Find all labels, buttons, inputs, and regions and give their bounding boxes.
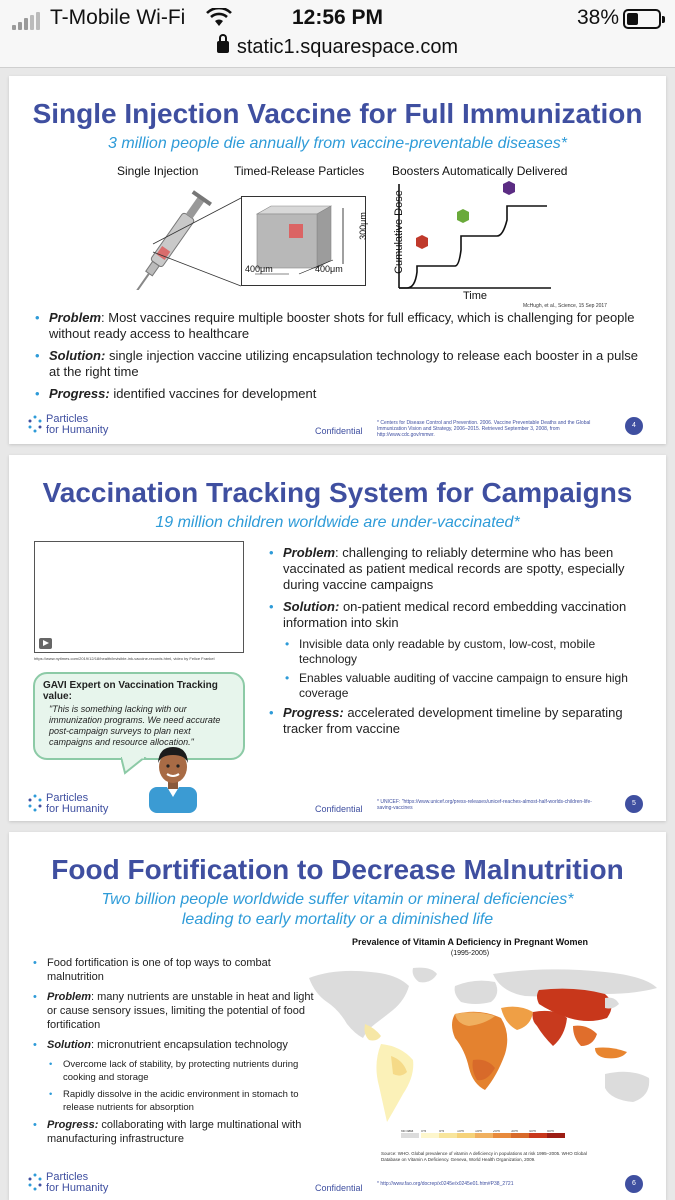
clock: 12:56 PM — [291, 6, 384, 29]
slide-food-fortification: Food Fortification to Decrease Malnutrition Two billion people worldwide suffer vitamin or mineral deficiencies* leading to early mortality or a diminished life • Food fortification is one of top ways to combat malnutrition • Problem: many nutrients are unstable in heat and light or cause sensory issues, limiting the potential of food fortification • Solution: micronutrient encapsulation technology • Overcome lack of stability, by protecting nutrients during cooking and storage • Rapidly dissolve in the acidic environment in stomach to release nutrients for absorption • Progress: collaborating with large multinational with manufacturing infrastructure Prevalence of Vitamin A Deficiency in Pregnant Women (1995-2005) No data 0% 5% 10% 15% 20% 30% 40% 50% Source: WHO. Global prevalence of vitamin A deficiency in populations at risk 1995–2005. WHO Global Database on Vitamin A Deficiency. Geneva, World Health Organization, 2009. Particles for Humanity Confidential * http://www.fao.org/docrep/x0245e/x0245e01.htm#P38_2721 6 — [9, 832, 666, 1200]
y-axis-label: Cumulative Dose — [393, 190, 405, 274]
svg-text:0%: 0% — [421, 1130, 427, 1133]
slide-title: Vaccination Tracking System for Campaigns — [42, 477, 633, 508]
slide-title: Food Fortification to Decrease Malnutrition — [51, 854, 624, 885]
svg-text:40%: 40% — [529, 1130, 537, 1133]
bullet-solution: • Solution: micronutrient encapsulation technology — [31, 1038, 321, 1052]
dimension-width-2: 400μm — [315, 264, 343, 274]
bullet-solution: • Solution: single injection vaccine utilizing encapsulation technology to release each booster in a pulse at the right time — [33, 348, 643, 380]
sub-bullet: • Enables valuable auditing of vaccine campaign to ensure high coverage — [267, 671, 652, 701]
map-legend — [401, 1130, 571, 1144]
svg-text:No data: No data — [401, 1130, 414, 1133]
booster-particle-red — [416, 235, 428, 249]
confidential-label: Confidential — [315, 1183, 363, 1193]
confidential-label: Confidential — [315, 804, 363, 814]
expert-quote-bubble — [33, 672, 245, 760]
x-axis-label: Time — [463, 290, 488, 302]
dimension-height: 300μm — [357, 212, 368, 240]
slide-single-injection: Single Injection Vaccine for Full Immunization 3 million people die annually from vaccine-preventable diseases* Single Injection Timed-Release Particles Boosters Automatically Delivered 300μm 400μm 400μm Cumulative Dose Time McHugh, et al., Science, 15 Sep 2017 • Problem: Most vaccines require multiple booster shots for full efficacy, which is challenging for people without ready access to healthcare • Solution: single injection vaccine utilizing encapsulation technology to release each booster in a pulse at the right time • Progress: identified vaccines for development Particles for Humanity Confidential * Centers for Disease Control and Prevention. 2006. Vaccine Preventable Deaths and the Global Immunization Vision and Strategy, 2006–2015. Retrieved September 3, 2008, from http://www.cdc.gov/mmwr. 4 — [9, 76, 666, 444]
url-text: static1.squarespace.com — [236, 36, 459, 58]
logo-dots-icon — [27, 793, 43, 815]
lock-icon — [217, 41, 229, 53]
quote-title: GAVI Expert on Vaccination Tracking value: — [43, 680, 218, 702]
svg-text:15%: 15% — [475, 1130, 483, 1133]
label-single-injection: Single Injection — [117, 164, 199, 178]
booster-particle-green — [457, 209, 469, 223]
bullet-progress: • Progress: accelerated development timeline by separating tracker from vaccine — [267, 705, 652, 737]
slide-subtitle-2: leading to early mortality or a diminished life — [181, 911, 494, 928]
video-player[interactable] — [34, 541, 244, 653]
world-map — [305, 964, 665, 1130]
bullet-problem: • Problem: challenging to reliably determine who has been vaccinated as patient medical records are spotty, especially during vaccine campaigns — [267, 545, 652, 593]
footnote-reference: * http://www.fao.org/docrep/x0245e/x0245e01.htm#P38_2721 — [377, 1181, 514, 1187]
address-bar[interactable] — [0, 36, 675, 59]
map-title: Prevalence of Vitamin A Deficiency in Pregnant Women — [351, 937, 589, 947]
bullet-progress: • Progress: identified vaccines for development — [33, 386, 643, 402]
svg-text:5%: 5% — [439, 1130, 445, 1133]
svg-text:30%: 30% — [511, 1130, 519, 1133]
bullet-problem: • Problem: Most vaccines require multiple booster shots for full efficacy, which is challenging for people without ready access to healthcare — [33, 310, 643, 342]
play-icon[interactable] — [39, 638, 52, 649]
label-boosters: Boosters Automatically Delivered — [392, 164, 568, 178]
bullet-problem: • Problem: many nutrients are unstable in heat and light or cause sensory issues, limiting the potential of food fortification — [31, 990, 321, 1032]
footnote-reference: * UNICEF: "https://www.unicef.org/press-releases/unicef-reaches-almost-half-worlds-children-life-saving-vaccines — [377, 799, 592, 811]
slide-subtitle-1: Two billion people worldwide suffer vitamin or mineral deficiencies* — [101, 891, 574, 908]
label-timed-release: Timed-Release Particles — [234, 164, 365, 178]
bullet-fortification: • Food fortification is one of top ways to combat malnutrition — [31, 956, 321, 984]
slide-subtitle: 19 million children worldwide are under-vaccinated* — [155, 514, 520, 531]
slide-title: Single Injection Vaccine for Full Immunization — [32, 98, 643, 129]
footnote-reference: * Centers for Disease Control and Prevention. 2006. Vaccine Preventable Deaths and the Global Immunization Vision and Strategy, 2006–2015. Retrieved September 3, 2008, from http://www.cdc.gov/mmwr. — [377, 420, 591, 438]
slide-vaccination-tracking: Vaccination Tracking System for Campaigns 19 million children worldwide are under-vaccinated* https://www.nytimes.com/2019/12/18/health/invisible-ink-vaccine-records.html, video by Felice Frankel GAVI Expert on Vaccination Tracking value: "This is something lacking with our immunization programs. We need accurate post-campaign surveys to plan next campaigns and resource allocation." • Problem: challenging to reliably determine who has been vaccinated as patient medical records are spotty, especially during vaccine campaigns • Solution: on-patient medical record embedding vaccination information into skin • Invisible data only readable by custom, low-cost, mobile technology • Enables valuable auditing of vaccine campaign to ensure high coverage • Progress: accelerated development timeline by separating tracker from vaccine Particles for Humanity Confidential * UNICEF: "https://www.unicef.org/press-releases/unicef-reaches-almost-half-worlds-children-life-saving-vaccines 5 — [9, 455, 666, 821]
svg-text:50%: 50% — [547, 1130, 555, 1133]
page-number: 5 — [625, 795, 643, 813]
video-source-link[interactable]: https://www.nytimes.com/2019/12/18/health/invisible-ink-vaccine-records.html, video by Felice Frankel — [34, 656, 215, 661]
dose-chart — [385, 180, 560, 292]
dimension-width-1: 400μm — [245, 264, 273, 274]
logo-dots-icon — [27, 1172, 43, 1194]
logo-dots-icon — [27, 414, 43, 436]
figure-credit: McHugh, et al., Science, 15 Sep 2017 — [523, 303, 607, 309]
svg-text:10%: 10% — [457, 1130, 465, 1133]
map-source: Source: WHO. Global prevalence of vitamin A deficiency in populations at risk 1995–2005. WHO Global Database on Vitamin A Deficiency. Geneva, World Health Organization, 2009. — [381, 1151, 587, 1162]
battery-percent: 38% — [576, 6, 619, 29]
map-years: (1995-2005) — [450, 950, 490, 957]
confidential-label: Confidential — [315, 426, 363, 436]
sub-bullet: • Overcome lack of stability, by protecting nutrients during cooking and storage — [31, 1058, 321, 1084]
quote-text: "This is something lacking with our immunization programs. We need accurate post-campaign surveys to plan next campaigns and resource allocation." — [49, 704, 221, 747]
page-number: 6 — [625, 1175, 643, 1193]
carrier-name: T-Mobile Wi-Fi — [50, 6, 186, 29]
page-number: 4 — [625, 417, 643, 435]
zoom-lines — [139, 188, 249, 298]
slide-subtitle: 3 million people die annually from vaccine-preventable diseases* — [108, 135, 567, 152]
bullet-progress: • Progress: collaborating with large multinational with manufacturing infrastructure — [31, 1118, 321, 1146]
svg-text:20%: 20% — [493, 1130, 501, 1133]
booster-particle-purple — [503, 181, 515, 195]
battery-icon — [623, 9, 661, 29]
expert-avatar-icon — [145, 737, 201, 813]
sub-bullet: • Invisible data only readable by custom, low-cost, mobile technology — [267, 637, 652, 667]
sub-bullet: • Rapidly dissolve in the acidic environment in stomach to release nutrients for absorption — [31, 1088, 321, 1114]
bullet-solution: • Solution: on-patient medical record embedding vaccination information into skin — [267, 599, 652, 631]
browser-status-bar — [0, 0, 675, 68]
